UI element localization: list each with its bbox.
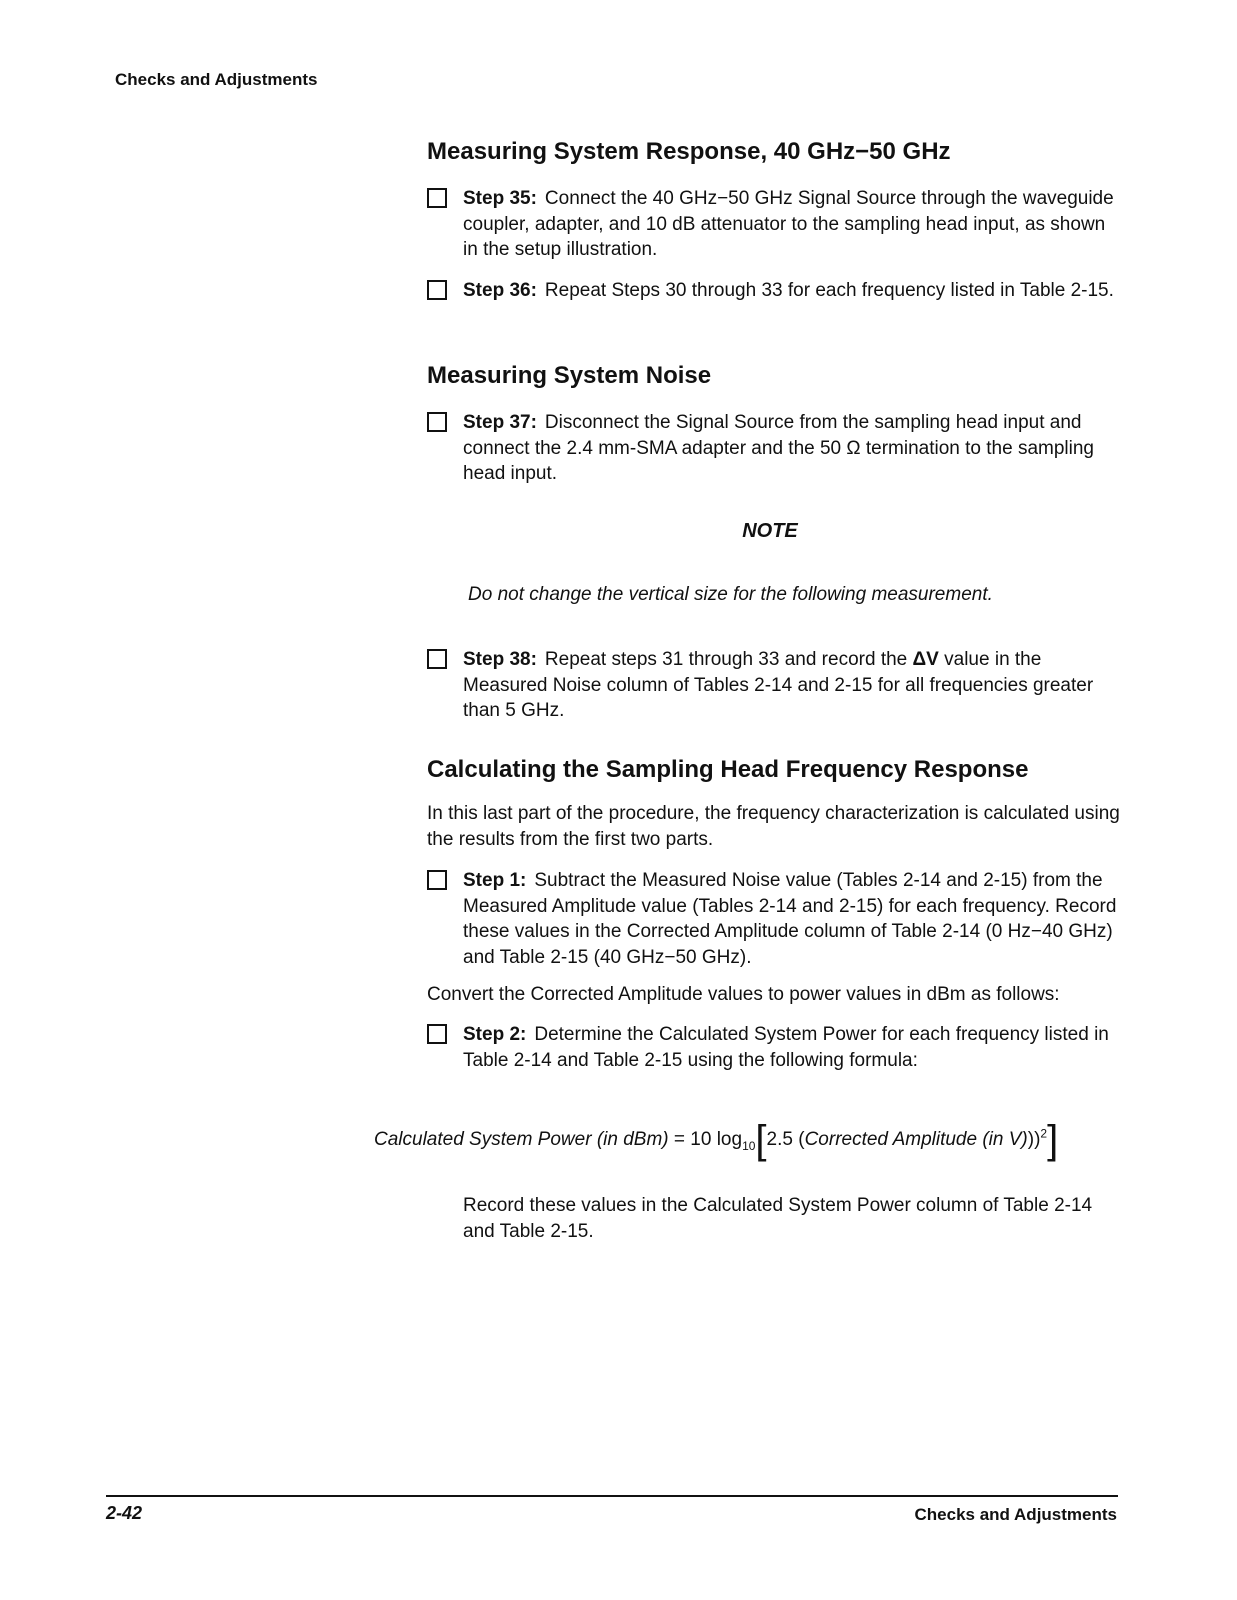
step-35 <box>427 186 1117 263</box>
step-1 <box>427 868 1117 970</box>
step-37 <box>427 410 1117 487</box>
step-label: Step 1: <box>463 870 527 891</box>
formula-equals: = <box>673 1129 685 1150</box>
step-text: Disconnect the Signal Source from the sampling head input and connect the 2.4 mm-SMA adapter and the 50 Ω termination to the sampling head input. <box>463 412 1094 484</box>
step-checkbox[interactable] <box>427 870 447 890</box>
step-36 <box>427 278 1117 304</box>
formula-lhs: Calculated System Power (in dBm) <box>374 1129 669 1150</box>
note-body: Do not change the vertical size for the following measurement. <box>468 584 993 605</box>
step-text: Repeat steps 31 through 33 and record the <box>544 649 908 670</box>
footer-rule <box>106 1495 1118 1497</box>
section-title-calc: Calculating the Sampling Head Frequency Response <box>427 756 1029 783</box>
step-checkbox[interactable] <box>427 280 447 300</box>
section-title-noise: Measuring System Noise <box>427 362 712 389</box>
step-checkbox[interactable] <box>427 649 447 669</box>
right-bracket: ] <box>1047 1118 1059 1162</box>
footer-section-title: Checks and Adjustments <box>914 1505 1117 1524</box>
step-checkbox[interactable] <box>427 188 447 208</box>
record-text: Record these values in the Calculated System Power column of Table 2-14 and Table 2-15. <box>463 1195 1093 1242</box>
step-label: Step 37: <box>463 412 537 433</box>
step-checkbox[interactable] <box>427 412 447 432</box>
step-text: Subtract the Measured Noise value (Tables 2-14 and 2-15) from the Measured Amplitude value (Tables 2-14 and 2-15) for each frequency. Record these values in the Corrected Amplitude column of Table 2-14 (0 Hz−40 GHz) and Table 2-15 (40 GHz−50 GHz). <box>463 870 1117 968</box>
section-title-response: Measuring System Response, 40 GHz−50 GHz <box>427 138 951 165</box>
step-38 <box>427 647 1117 724</box>
step-checkbox[interactable] <box>427 1024 447 1044</box>
convert-text: Convert the Corrected Amplitude values to power values in dBm as follows: <box>427 984 1060 1005</box>
formula-inner: Corrected Amplitude (in V) <box>804 1129 1028 1150</box>
step-text: Determine the Calculated System Power for each frequency listed in Table 2-14 and Table 2-15 using the following formula: <box>463 1024 1109 1071</box>
calc-intro: In this last part of the procedure, the frequency characterization is calculated using the results from the first two parts. <box>427 803 1120 850</box>
step-text: Repeat Steps 30 through 33 for each frequency listed in Table 2-15. <box>544 280 1114 301</box>
step-2 <box>427 1022 1117 1073</box>
step-label: Step 38: <box>463 649 537 670</box>
step-text: Connect the 40 GHz−50 GHz Signal Source through the waveguide coupler, adapter, and 10 dB attenuator to the sampling head input, as shown in the setup illustration. <box>463 188 1114 260</box>
page-number: 2-42 <box>106 1503 143 1523</box>
power-formula: Calculated System Power (in dBm) = 10 $\log_{10}[2.5$ (Corrected Amplitude (in V)))$^2$] <box>374 1118 1059 1162</box>
step-label: Step 2: <box>463 1024 527 1045</box>
step-text-cont: value in the Measured Noise column of Tables 2-14 and 2-15 for all frequencies greater than 5 GHz. <box>463 649 1094 721</box>
formula-factor: 2.5 <box>766 1129 793 1150</box>
delta-v-symbol: ΔV <box>912 649 939 670</box>
note-title: NOTE <box>742 520 798 542</box>
running-header: Checks and Adjustments <box>115 70 318 89</box>
step-label: Step 36: <box>463 280 537 301</box>
step-label: Step 35: <box>463 188 537 209</box>
left-bracket: [ <box>755 1118 767 1162</box>
formula-log-base: 10 <box>742 1138 756 1153</box>
formula-exponent: 2 <box>1040 1126 1048 1141</box>
formula-coef: 10 log <box>690 1129 743 1150</box>
